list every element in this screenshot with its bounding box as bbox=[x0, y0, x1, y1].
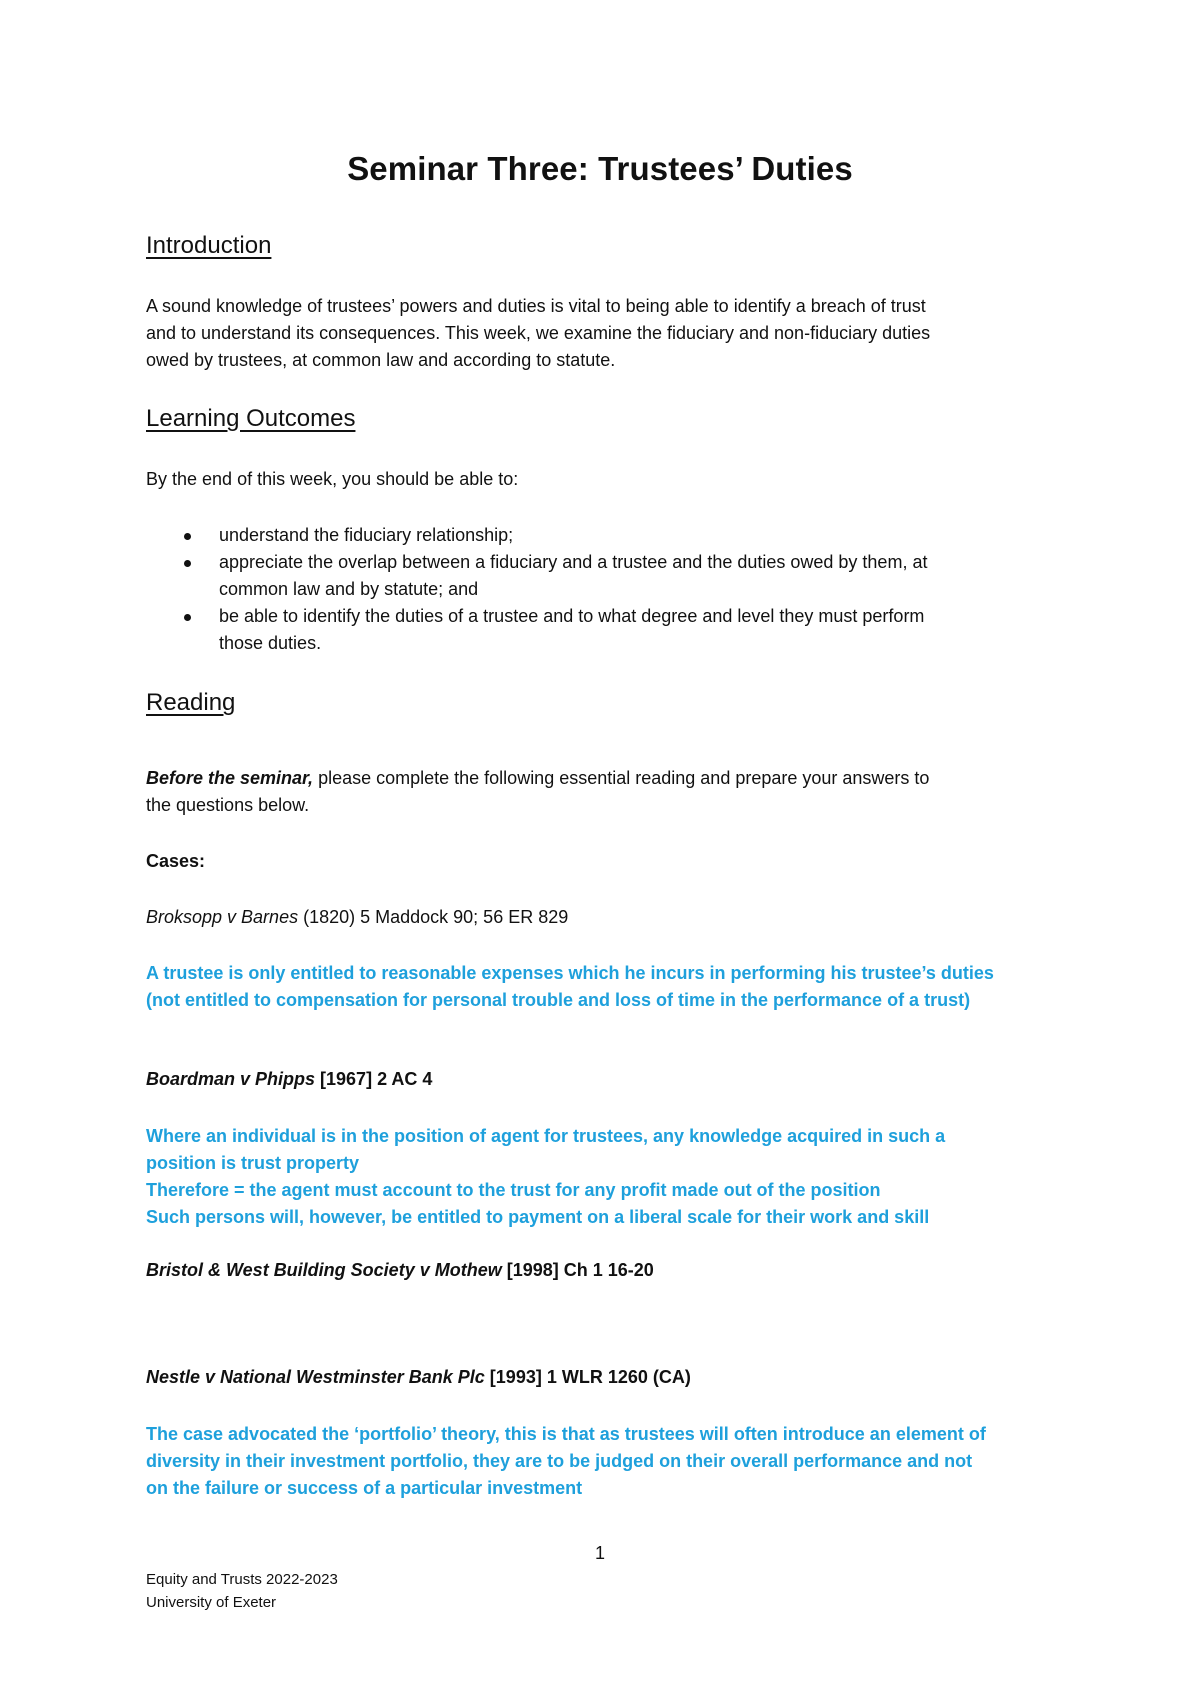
learning-outcomes-heading: Learning Outcomes bbox=[146, 405, 356, 432]
bullet-icon bbox=[184, 560, 191, 567]
learning-outcomes-list bbox=[146, 522, 1086, 657]
introduction-line: owed by trustees, at common law and according to statute. bbox=[146, 350, 616, 370]
case-note: position is trust property bbox=[146, 1153, 360, 1173]
list-item-text: be able to identify the duties of a trustee and to what degree and level they must perform bbox=[219, 606, 925, 626]
case-reference: [1998] Ch 1 16-20 bbox=[501, 1260, 654, 1280]
bullet-icon bbox=[184, 614, 191, 621]
case-citation bbox=[146, 1260, 654, 1281]
list-item-text: those duties. bbox=[219, 633, 322, 653]
introduction-heading: Introduction bbox=[146, 232, 272, 259]
case-name: Bristol & West Building Society v Mothew bbox=[146, 1260, 502, 1280]
case-note: diversity in their investment portfolio, they are to be judged on their overall performance and not bbox=[146, 1451, 973, 1471]
case-citation bbox=[146, 1367, 691, 1388]
case-name: Nestle v National Westminster Bank Plc bbox=[146, 1367, 485, 1387]
list-item bbox=[146, 522, 1086, 549]
list-item-text: appreciate the overlap between a fiduciary and a trustee and the duties owed by them, at bbox=[219, 552, 928, 572]
case-reference: (1820) 5 Maddock 90; 56 ER 829 bbox=[298, 907, 569, 927]
reading-instruction-text: please complete the following essential reading and prepare your answers to bbox=[313, 768, 930, 788]
page-title: Seminar Three: Trustees’ Duties bbox=[347, 150, 853, 187]
case-citation bbox=[146, 907, 568, 928]
footer-institution: University of Exeter bbox=[146, 1594, 277, 1611]
case-name: Boardman v Phipps bbox=[146, 1069, 316, 1089]
case-note: Such persons will, however, be entitled to payment on a liberal scale for their work and skill bbox=[146, 1207, 930, 1227]
bullet-icon bbox=[184, 533, 191, 540]
list-item-text: understand the fiduciary relationship; bbox=[219, 525, 514, 545]
reading-instruction-line2: the questions below. bbox=[146, 795, 310, 815]
cases-label: Cases: bbox=[146, 851, 206, 871]
case-note: A trustee is only entitled to reasonable expenses which he incurs in performing his trustee’s duties bbox=[146, 963, 994, 983]
learning-outcomes-intro: By the end of this week, you should be able to: bbox=[146, 469, 519, 489]
reading-instruction bbox=[146, 765, 929, 792]
case-citation bbox=[146, 1069, 432, 1090]
introduction-line: and to understand its consequences. This week, we examine the fiduciary and non-fiduciary duties bbox=[146, 323, 931, 343]
page-number: 1 bbox=[594, 1543, 605, 1563]
list-item bbox=[146, 603, 1086, 657]
case-note: Where an individual is in the position of agent for trustees, any knowledge acquired in such a bbox=[146, 1126, 946, 1146]
introduction-line: A sound knowledge of trustees’ powers and duties is vital to being able to identify a breach of trust bbox=[146, 296, 926, 316]
case-note: on the failure or success of a particular investment bbox=[146, 1478, 583, 1498]
case-note: Therefore = the agent must account to the trust for any profit made out of the position bbox=[146, 1180, 881, 1200]
case-reference: [1967] 2 AC 4 bbox=[315, 1069, 433, 1089]
reading-instruction-emphasis: Before the seminar, bbox=[146, 768, 314, 788]
reading-heading: Reading bbox=[146, 689, 236, 716]
case-name: Broksopp v Barnes bbox=[146, 907, 299, 927]
footer-course: Equity and Trusts 2022-2023 bbox=[146, 1571, 338, 1588]
list-item-text: common law and by statute; and bbox=[219, 579, 479, 599]
list-item bbox=[146, 549, 1086, 603]
case-reference: [1993] 1 WLR 1260 (CA) bbox=[484, 1367, 691, 1387]
case-note: The case advocated the ‘portfolio’ theory, this is that as trustees will often introduce an element of bbox=[146, 1424, 986, 1444]
case-note: (not entitled to compensation for personal trouble and loss of time in the performance of a trust) bbox=[146, 990, 971, 1010]
